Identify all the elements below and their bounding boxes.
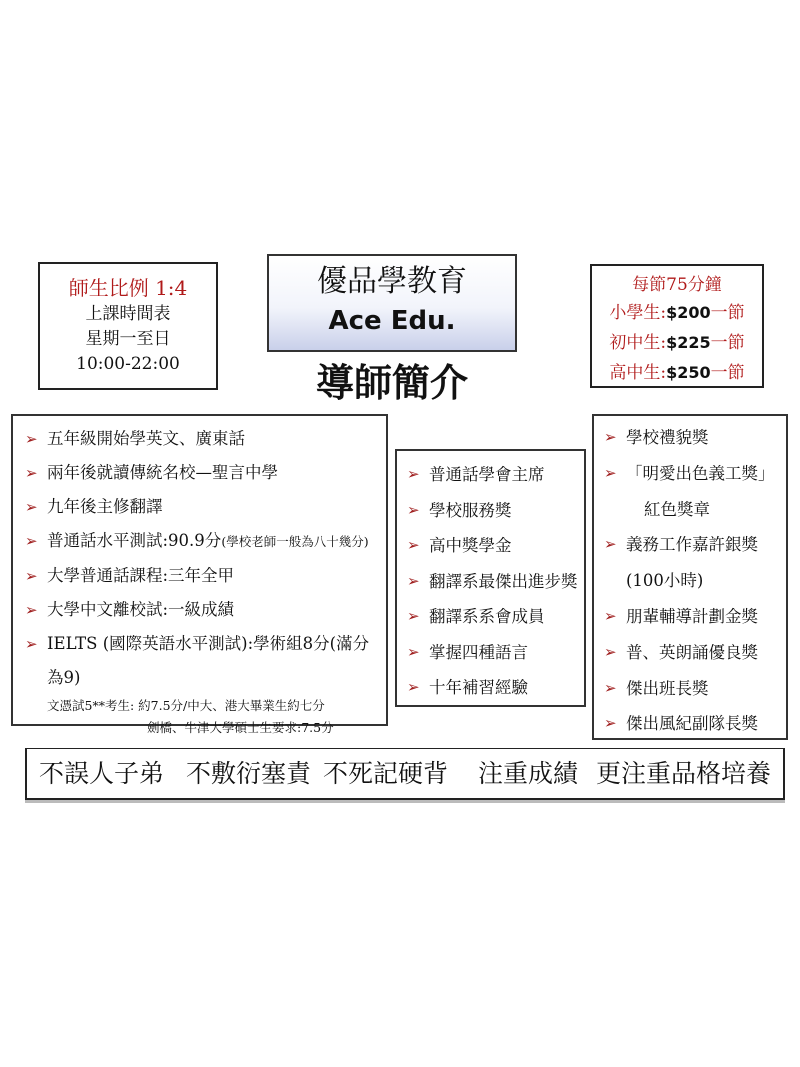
arrow-bullet-icon: ➢ bbox=[407, 571, 420, 590]
list-item: ➢ 高中獎學金 bbox=[401, 528, 580, 564]
list-item: ➢ 義務工作嘉許銀獎 bbox=[598, 527, 782, 563]
price-box bbox=[590, 264, 764, 388]
brand-chinese-name: 優品學教育 bbox=[317, 264, 467, 299]
arrow-bullet-icon: ➢ bbox=[604, 428, 617, 446]
brand-title-box bbox=[267, 254, 517, 352]
list-item: ➢ 九年後主修翻譯 bbox=[19, 490, 380, 524]
list-item-note: (學校老師一般為八十幾分) bbox=[221, 534, 369, 549]
slogan-part: 不誤人子弟 bbox=[38, 759, 164, 788]
price-row bbox=[592, 328, 762, 358]
arrow-bullet-icon: ➢ bbox=[604, 463, 617, 482]
lesson-duration: 每節75分鐘 bbox=[632, 275, 722, 295]
arrow-bullet-icon: ➢ bbox=[604, 535, 617, 554]
list-item: ➢ 大學中文離校試:一級成績 bbox=[19, 593, 380, 627]
schedule-hours: 10:00-22:00 bbox=[76, 354, 180, 374]
slogan-part: 更注重品格培養 bbox=[596, 759, 772, 788]
slogan-part: 不敷衍塞責 bbox=[185, 759, 311, 788]
price-level: 高中生: bbox=[609, 363, 667, 383]
price-unit: 一節 bbox=[710, 363, 745, 383]
price-row bbox=[592, 358, 762, 388]
class-info-box bbox=[38, 262, 218, 390]
arrow-bullet-icon: ➢ bbox=[25, 464, 38, 482]
arrow-bullet-icon: ➢ bbox=[407, 536, 420, 554]
price-unit: 一節 bbox=[710, 303, 745, 323]
list-item: ➢ 傑出風紀副隊長獎 bbox=[598, 706, 782, 742]
slogan-bar bbox=[25, 748, 785, 800]
price-amount: $250 bbox=[666, 363, 711, 382]
arrow-bullet-icon: ➢ bbox=[407, 500, 420, 519]
price-level: 初中生: bbox=[609, 333, 667, 353]
price-level: 小學生: bbox=[609, 303, 667, 323]
arrow-bullet-icon: ➢ bbox=[407, 607, 420, 625]
list-item: ➢ 普通話水平測試:90.9分(學校老師一般為八十幾分) bbox=[19, 524, 380, 559]
list-item: ➢ 掌握四種語言 bbox=[401, 635, 580, 671]
tutor-awards-box bbox=[592, 414, 788, 740]
list-item: ➢ 「明愛出色義工獎」 bbox=[598, 456, 782, 492]
list-item: ➢ 朋輩輔導計劃金獎 bbox=[598, 599, 782, 635]
arrow-bullet-icon: ➢ bbox=[407, 678, 420, 696]
arrow-bullet-icon: ➢ bbox=[25, 430, 38, 448]
tutor-achievements-box bbox=[395, 449, 586, 707]
price-unit: 一節 bbox=[710, 333, 745, 353]
list-item: ➢ 十年補習經驗 bbox=[401, 670, 580, 706]
teacher-student-ratio: 師生比例 1:4 bbox=[68, 276, 188, 300]
arrow-bullet-icon: ➢ bbox=[25, 532, 38, 550]
ielts-note-line: 文憑試5**考生: 約7.5分/中大、港大畢業生約七分 bbox=[47, 698, 325, 713]
brand-english-name: Ace Edu. bbox=[328, 306, 456, 336]
list-item: ➢ 翻譯系系會成員 bbox=[401, 599, 580, 635]
list-item: ➢ IELTS (國際英語水平測試):學術組8分(滿分為9) bbox=[19, 627, 380, 695]
schedule-title: 上課時間表 bbox=[85, 304, 171, 324]
arrow-bullet-icon: ➢ bbox=[407, 465, 420, 483]
list-item: ➢ 大學普通話課程:三年全甲 bbox=[19, 559, 380, 593]
list-item: ➢ 傑出班長獎 bbox=[598, 671, 782, 707]
slogan-part: 注重成績 bbox=[478, 759, 579, 788]
price-amount: $225 bbox=[666, 333, 711, 352]
section-title: 導師簡介 bbox=[315, 361, 468, 405]
arrow-bullet-icon: ➢ bbox=[604, 714, 617, 733]
ielts-note-line: 劍橋、牛津大學碩士生要求:7.5分 bbox=[147, 720, 334, 735]
list-item: ➢ 學校禮貌獎 bbox=[598, 420, 782, 456]
list-item: ➢ 學校服務獎 bbox=[401, 493, 580, 529]
arrow-bullet-icon: ➢ bbox=[25, 498, 38, 516]
slogan-part: 不死記硬背 bbox=[322, 759, 448, 788]
arrow-bullet-icon: ➢ bbox=[25, 567, 38, 585]
list-item: ➢ 翻譯系最傑出進步獎 bbox=[401, 564, 580, 600]
list-item: ➢ 普、英朗誦優良獎 bbox=[598, 635, 782, 671]
list-item: ➢ 普通話學會主席 bbox=[401, 457, 580, 493]
arrow-bullet-icon: ➢ bbox=[604, 606, 617, 625]
schedule-days: 星期一至日 bbox=[85, 329, 171, 349]
price-row bbox=[592, 298, 762, 328]
price-amount: $200 bbox=[666, 303, 711, 322]
list-item: ➢ 五年級開始學英文、廣東話 bbox=[19, 422, 380, 456]
list-item-continuation: 紅色獎章 bbox=[644, 499, 710, 519]
arrow-bullet-icon: ➢ bbox=[407, 642, 420, 661]
tutor-background-box bbox=[11, 414, 388, 735]
arrow-bullet-icon: ➢ bbox=[604, 678, 617, 697]
list-item: ➢ 兩年後就讀傳統名校—聖言中學 bbox=[19, 456, 380, 490]
arrow-bullet-icon: ➢ bbox=[25, 601, 38, 619]
arrow-bullet-icon: ➢ bbox=[604, 642, 617, 661]
slogan-text bbox=[27, 749, 783, 799]
list-item-continuation: (100小時) bbox=[626, 571, 704, 591]
arrow-bullet-icon: ➢ bbox=[25, 635, 38, 653]
